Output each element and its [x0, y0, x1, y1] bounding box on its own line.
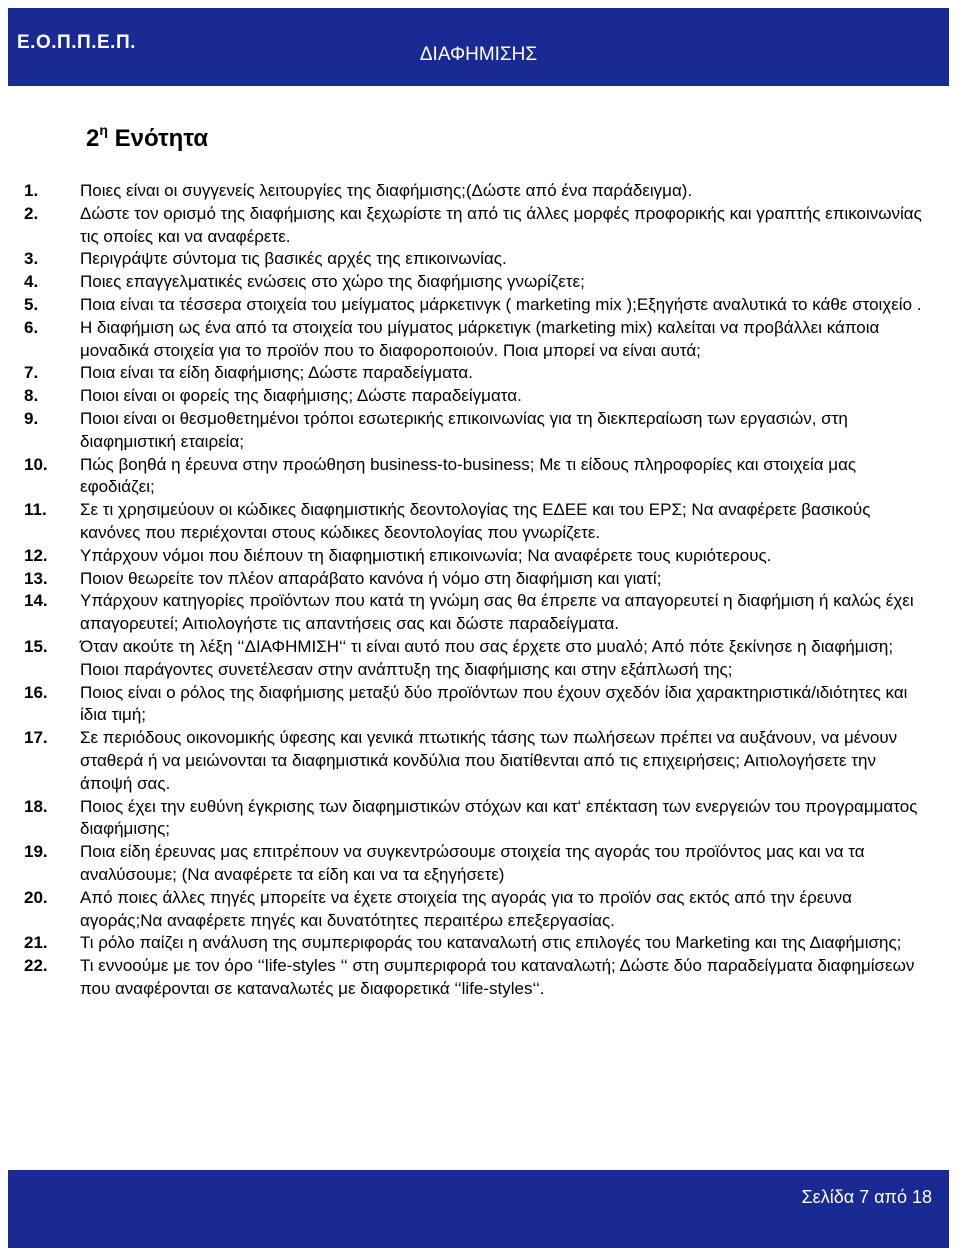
question-item — [24, 499, 924, 545]
question-item — [24, 932, 924, 955]
question-item — [24, 317, 924, 363]
question-text: Ποιος είναι ο ρόλος της διαφήμισης μεταξύ δύο προϊόντων που έχουν σχεδόν ίδια χαρακτηριστικά/ιδιότητες και ίδια τιμή; — [80, 682, 908, 725]
question-number: 21. — [24, 933, 48, 953]
question-number: 1. — [24, 181, 39, 200]
question-item — [24, 887, 924, 933]
question-number: 8. — [24, 386, 39, 406]
question-number: 17. — [24, 728, 48, 748]
question-item — [24, 841, 924, 887]
question-item — [24, 727, 924, 795]
question-text: Όταν ακούτε τη λέξη ‘‘ΔΙΑΦΗΜΙΣΗ‘‘ τι είναι αυτό που σας έρχετε στο μυαλό; Από πότε ξεκίνησε η διαφήμιση; Ποιοι παράγοντες συνετέλεσαν στην ανάπτυξη της διαφήμισης και στην εξάπλωσή της; — [80, 636, 894, 679]
question-number: 6. — [24, 317, 39, 337]
question-item — [24, 682, 924, 728]
question-number: 13. — [24, 568, 48, 588]
question-text: Τι ρόλο παίζει η ανάλυση της συμπεριφοράς του καταναλωτή στις επιλογές του Marketing και της Διαφήμισης; — [80, 933, 902, 953]
question-number: 19. — [24, 842, 48, 862]
question-number: 22. — [24, 956, 48, 976]
question-number: 2. — [24, 203, 39, 223]
section-title — [86, 124, 208, 153]
footer-bar — [8, 1170, 949, 1248]
question-text: Η διαφήμιση ως ένα από τα στοιχεία του μίγματος μάρκετιγκ (marketing mix) καλείται να προβάλλει κάποια μοναδικά στοιχεία για το προϊόν που το διαφοροποιούν. Ποια μπορεί να είναι αυτά; — [80, 317, 880, 360]
question-text: Ποια είναι τα τέσσερα στοιχεία του μείγματος μάρκετινγκ ( marketing mix );Εξηγήστε αναλυτικά το κάθε στοιχείο . — [80, 294, 922, 314]
question-item — [24, 271, 924, 294]
question-item — [24, 180, 924, 203]
question-number: 16. — [24, 682, 48, 702]
document-topic: ΔΙΑΦΗΜΙΣΗΣ — [419, 44, 538, 65]
question-item — [24, 248, 924, 271]
question-text: Ποια είδη έρευνας μας επιτρέπουν να συγκεντρώσουμε στοιχεία της αγοράς του προϊόντος μας και να τα αναλύσουμε; (Να αναφέρετε τα είδη και να τα εξηγήσετε) — [80, 842, 865, 884]
question-text: Σε περιόδους οικονομικής ύφεσης και γενικά πτωτικής τάσης των πωλήσεων πρέπει να αυξάνουν, να μένουν σταθερά ή να μειώνονται τα διαφημιστικά κονδύλια που διατίθενται από τις επιχειρήσεις; Αιτιολογήσετε την άποψή σας. — [80, 728, 898, 793]
question-item — [24, 590, 924, 636]
section-number: 2 — [86, 125, 100, 152]
question-item — [24, 955, 924, 1001]
question-text: Ποια είναι τα είδη διαφήμισης; Δώστε παραδείγματα. — [80, 363, 473, 383]
question-text: Πώς βοηθά η έρευνα στην προώθηση business-to-business; Με τι είδους πληροφορίες και στοιχεία μας εφοδιάζει; — [80, 454, 857, 497]
question-text: Περιγράψτε σύντομα τις βασικές αρχές της επικοινωνίας. — [80, 249, 507, 269]
question-text: Ποιος έχει την ευθύνη έγκρισης των διαφημιστικών στόχων και κατ‘ επέκταση των ενεργειών του προγραμματος διαφήμισης; — [80, 796, 918, 839]
question-text: Δώστε τον ορισμό της διαφήμισης και ξεχωρίστε τη από τις άλλες μορφές προφορικής και γραπτής επικοινωνίας τις οποίες και να αναφέρετε. — [80, 203, 922, 246]
question-item — [24, 796, 924, 842]
organization-name: Ε.Ο.Π.Π.Ε.Π. — [17, 32, 136, 53]
question-text: Σε τι χρησιμεύουν οι κώδικες διαφημιστικής δεοντολογίας της ΕΔΕΕ και του ΕΡΣ; Να αναφέρετε βασικούς κανόνες που περιέχονται στους κώδικες δεοντολογίας που γνωρίζετε. — [80, 500, 871, 542]
question-text: Τι εννοούμε με τον όρο ‘‘life-styles ‘‘ στη συμπεριφορά του καταναλωτή; Δώστε δύο παραδείγματα διαφημίσεων που αναφέρονται σε καταναλωτές με διαφορετικά ‘‘life-styles‘‘. — [80, 956, 915, 998]
question-text: Ποιες επαγγελματικές ενώσεις στο χώρο της διαφήμισης γνωρίζετε; — [80, 272, 585, 292]
question-item — [24, 294, 924, 317]
question-text: Ποιοι είναι οι φορείς της διαφήμισης; Δώστε παραδείγματα. — [80, 386, 522, 406]
question-item — [24, 454, 924, 500]
question-number: 15. — [24, 636, 48, 656]
question-number: 7. — [24, 363, 39, 383]
page-number: Σελίδα 7 από 18 — [801, 1187, 932, 1207]
question-item — [24, 568, 924, 591]
question-number: 14. — [24, 591, 48, 611]
question-text: Ποιες είναι οι συγγενείς λειτουργίες της διαφήμισης;(Δώστε από ένα παράδειγμα). — [80, 181, 693, 200]
question-item — [24, 385, 924, 408]
question-number: 5. — [24, 294, 39, 314]
question-number: 18. — [24, 796, 48, 816]
section-ordinal-suffix: η — [99, 122, 108, 138]
question-item — [24, 545, 924, 568]
question-text: Ποιοι είναι οι θεσμοθετημένοι τρόποι εσωτερικής επικοινωνίας για τη διεκπεραίωση των εργασιών, στη διαφημιστική εταιρεία; — [80, 408, 848, 451]
question-text: Από ποιες άλλες πηγές μπορείτε να έχετε στοιχεία της αγοράς για το προϊόν σας εκτός από την έρευνα αγοράς;Να αναφέρετε πηγές και δυνατότητες περαιτέρω επεξεργασίας. — [80, 887, 852, 930]
question-item — [24, 203, 924, 249]
question-number: 10. — [24, 454, 48, 474]
question-text: Ποιον θεωρείτε τον πλέον απαράβατο κανόνα ή νόμο στη διαφήμιση και γιατί; — [80, 568, 662, 588]
question-text: Υπάρχουν νόμοι που διέπουν τη διαφημιστική επικοινωνία; Να αναφέρετε τους κυριότερους. — [80, 545, 772, 565]
questions-list — [24, 180, 924, 1001]
question-item — [24, 362, 924, 385]
question-number: 4. — [24, 272, 39, 292]
section-label: Ενότητα — [114, 125, 209, 152]
question-number: 3. — [24, 249, 39, 269]
header-bar — [8, 8, 949, 86]
question-number: 9. — [24, 408, 39, 428]
question-number: 11. — [24, 500, 47, 520]
question-item — [24, 636, 924, 682]
question-number: 20. — [24, 887, 48, 907]
question-text: Υπάρχουν κατηγορίες προϊόντων που κατά τη γνώμη σας θα έπρεπε να απαγορευτεί η διαφήμιση ή καλώς έχει απαγορευτεί; Αιτιολογήστε τις απαντήσεις σας και δώστε παραδείγματα. — [80, 591, 914, 634]
question-number: 12. — [24, 545, 48, 565]
question-item — [24, 408, 924, 454]
